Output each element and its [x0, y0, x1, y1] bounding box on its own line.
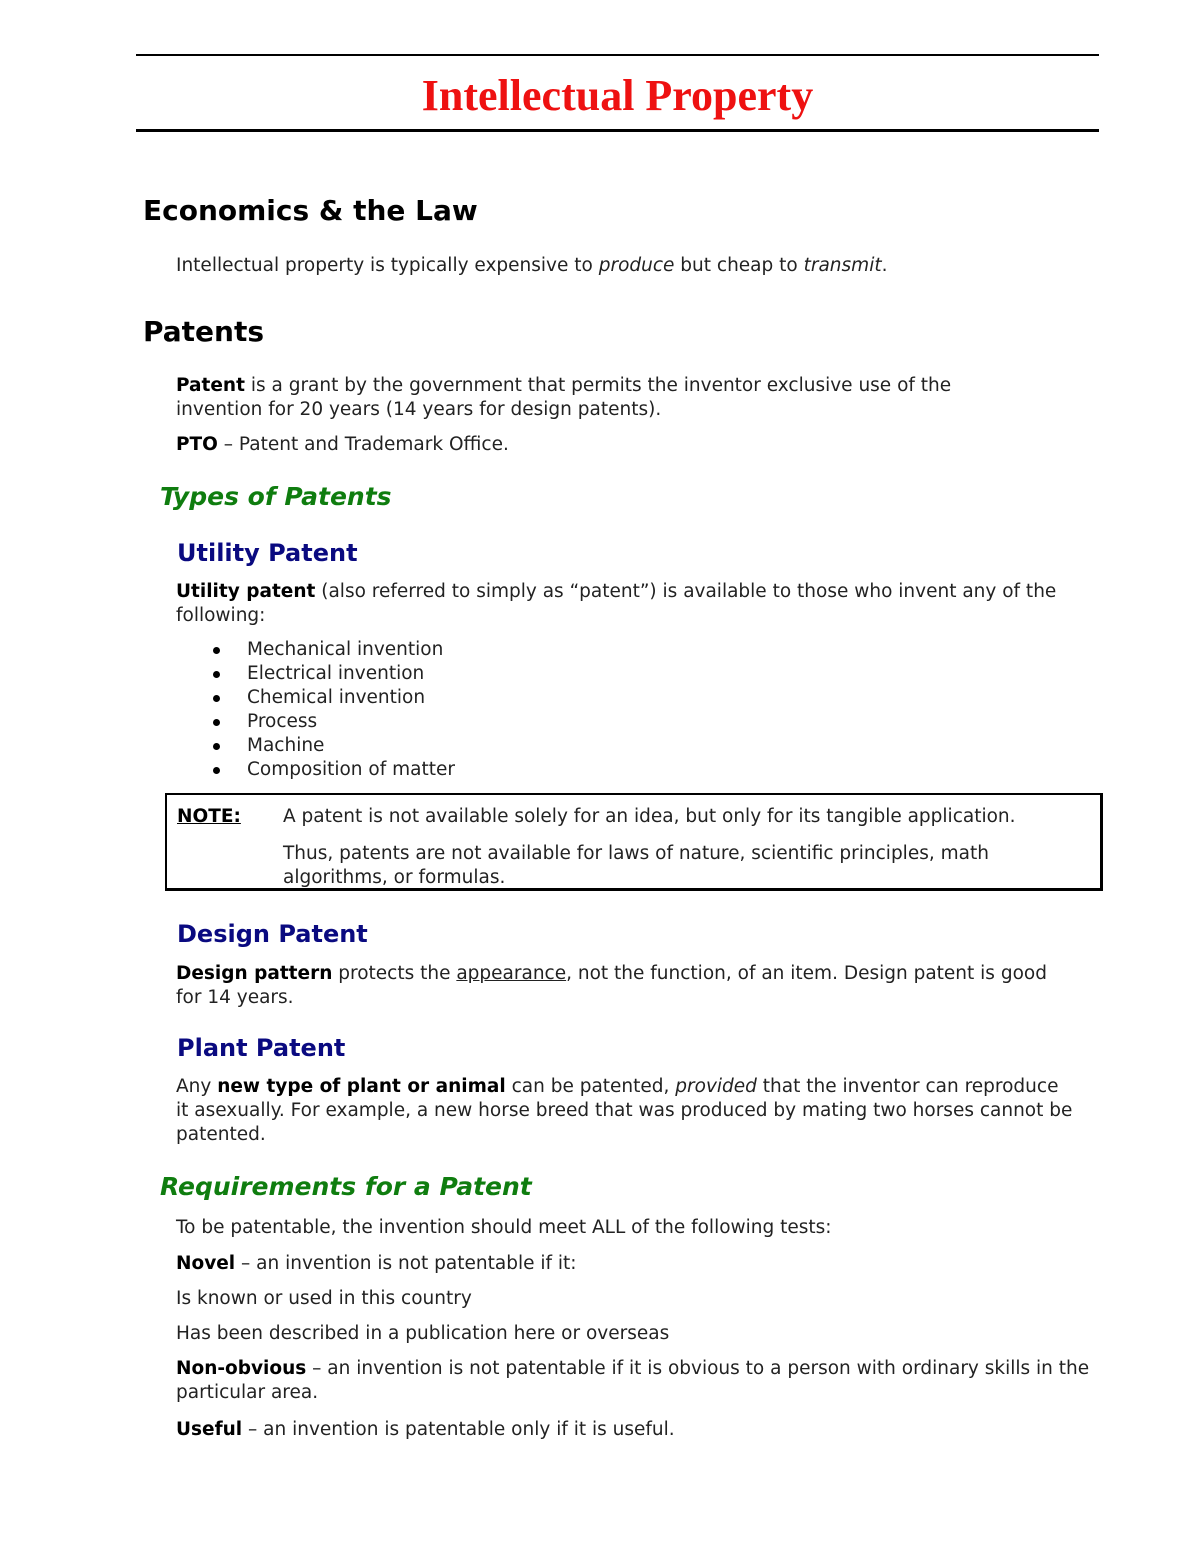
plant-patent-heading: Plant Patent [177, 1034, 346, 1062]
non-obvious-paragraph: Non-obvious – an invention is not patentable if it is obvious to a person with ordinary skills in the particular area. [176, 1358, 1090, 1403]
document-title: Intellectual Property [421, 71, 814, 120]
pto-definition: PTO – Patent and Trademark Office. [176, 434, 509, 455]
bullet-icon [213, 647, 220, 654]
bullet-icon [213, 695, 220, 702]
novel-paragraph: Novel – an invention is not patentable if it: [176, 1253, 577, 1274]
bullet-icon [213, 767, 220, 774]
list-item: Mechanical invention [176, 638, 455, 662]
plant-patent-paragraph: Any new type of plant or animal can be patented, provided that the inventor can reproduce it asexually. For example, a new horse breed that was produced by mating two horses cannot be patented. [176, 1076, 1073, 1145]
bullet-icon [213, 719, 220, 726]
list-item: Electrical invention [176, 662, 455, 686]
requirements-intro: To be patentable, the invention should meet ALL of the following tests: [176, 1217, 832, 1238]
novel-criterion-2: Has been described in a publication here or overseas [176, 1323, 670, 1344]
economics-heading: Economics & the Law [143, 194, 478, 227]
note-box [165, 793, 1103, 891]
title-top-rule [136, 54, 1099, 56]
requirements-heading: Requirements for a Patent [160, 1172, 532, 1201]
novel-criterion-1: Is known or used in this country [176, 1288, 472, 1309]
utility-patent-paragraph: Utility patent (also referred to simply as “patent”) is available to those who invent any of the following: [176, 581, 1057, 626]
useful-paragraph: Useful – an invention is patentable only if it is useful. [176, 1419, 675, 1440]
list-item: Chemical invention [176, 686, 455, 710]
bullet-icon [213, 743, 220, 750]
patents-heading: Patents [143, 315, 265, 348]
note-line-1: A patent is not available solely for an idea, but only for its tangible application. [283, 806, 1016, 827]
note-line-2: Thus, patents are not available for laws of nature, scientific principles, math algorithms, or formulas. [283, 843, 989, 888]
economics-paragraph: Intellectual property is typically expensive to produce but cheap to transmit. [176, 255, 888, 276]
design-patent-heading: Design Patent [177, 920, 368, 948]
bullet-icon [213, 671, 220, 678]
patent-definition: Patent is a grant by the government that permits the inventor exclusive use of the invention for 20 years (14 years for design patents). [176, 375, 952, 420]
utility-invention-list [176, 638, 455, 782]
list-item: Composition of matter [176, 758, 455, 782]
list-item: Process [176, 710, 455, 734]
note-label: NOTE: [177, 806, 241, 827]
list-item: Machine [176, 734, 455, 758]
utility-patent-heading: Utility Patent [177, 539, 358, 567]
design-patent-paragraph: Design pattern protects the appearance, not the function, of an item. Design patent is good for 14 years. [176, 963, 1047, 1008]
types-of-patents-heading: Types of Patents [160, 482, 392, 511]
title-bottom-rule [136, 129, 1099, 132]
